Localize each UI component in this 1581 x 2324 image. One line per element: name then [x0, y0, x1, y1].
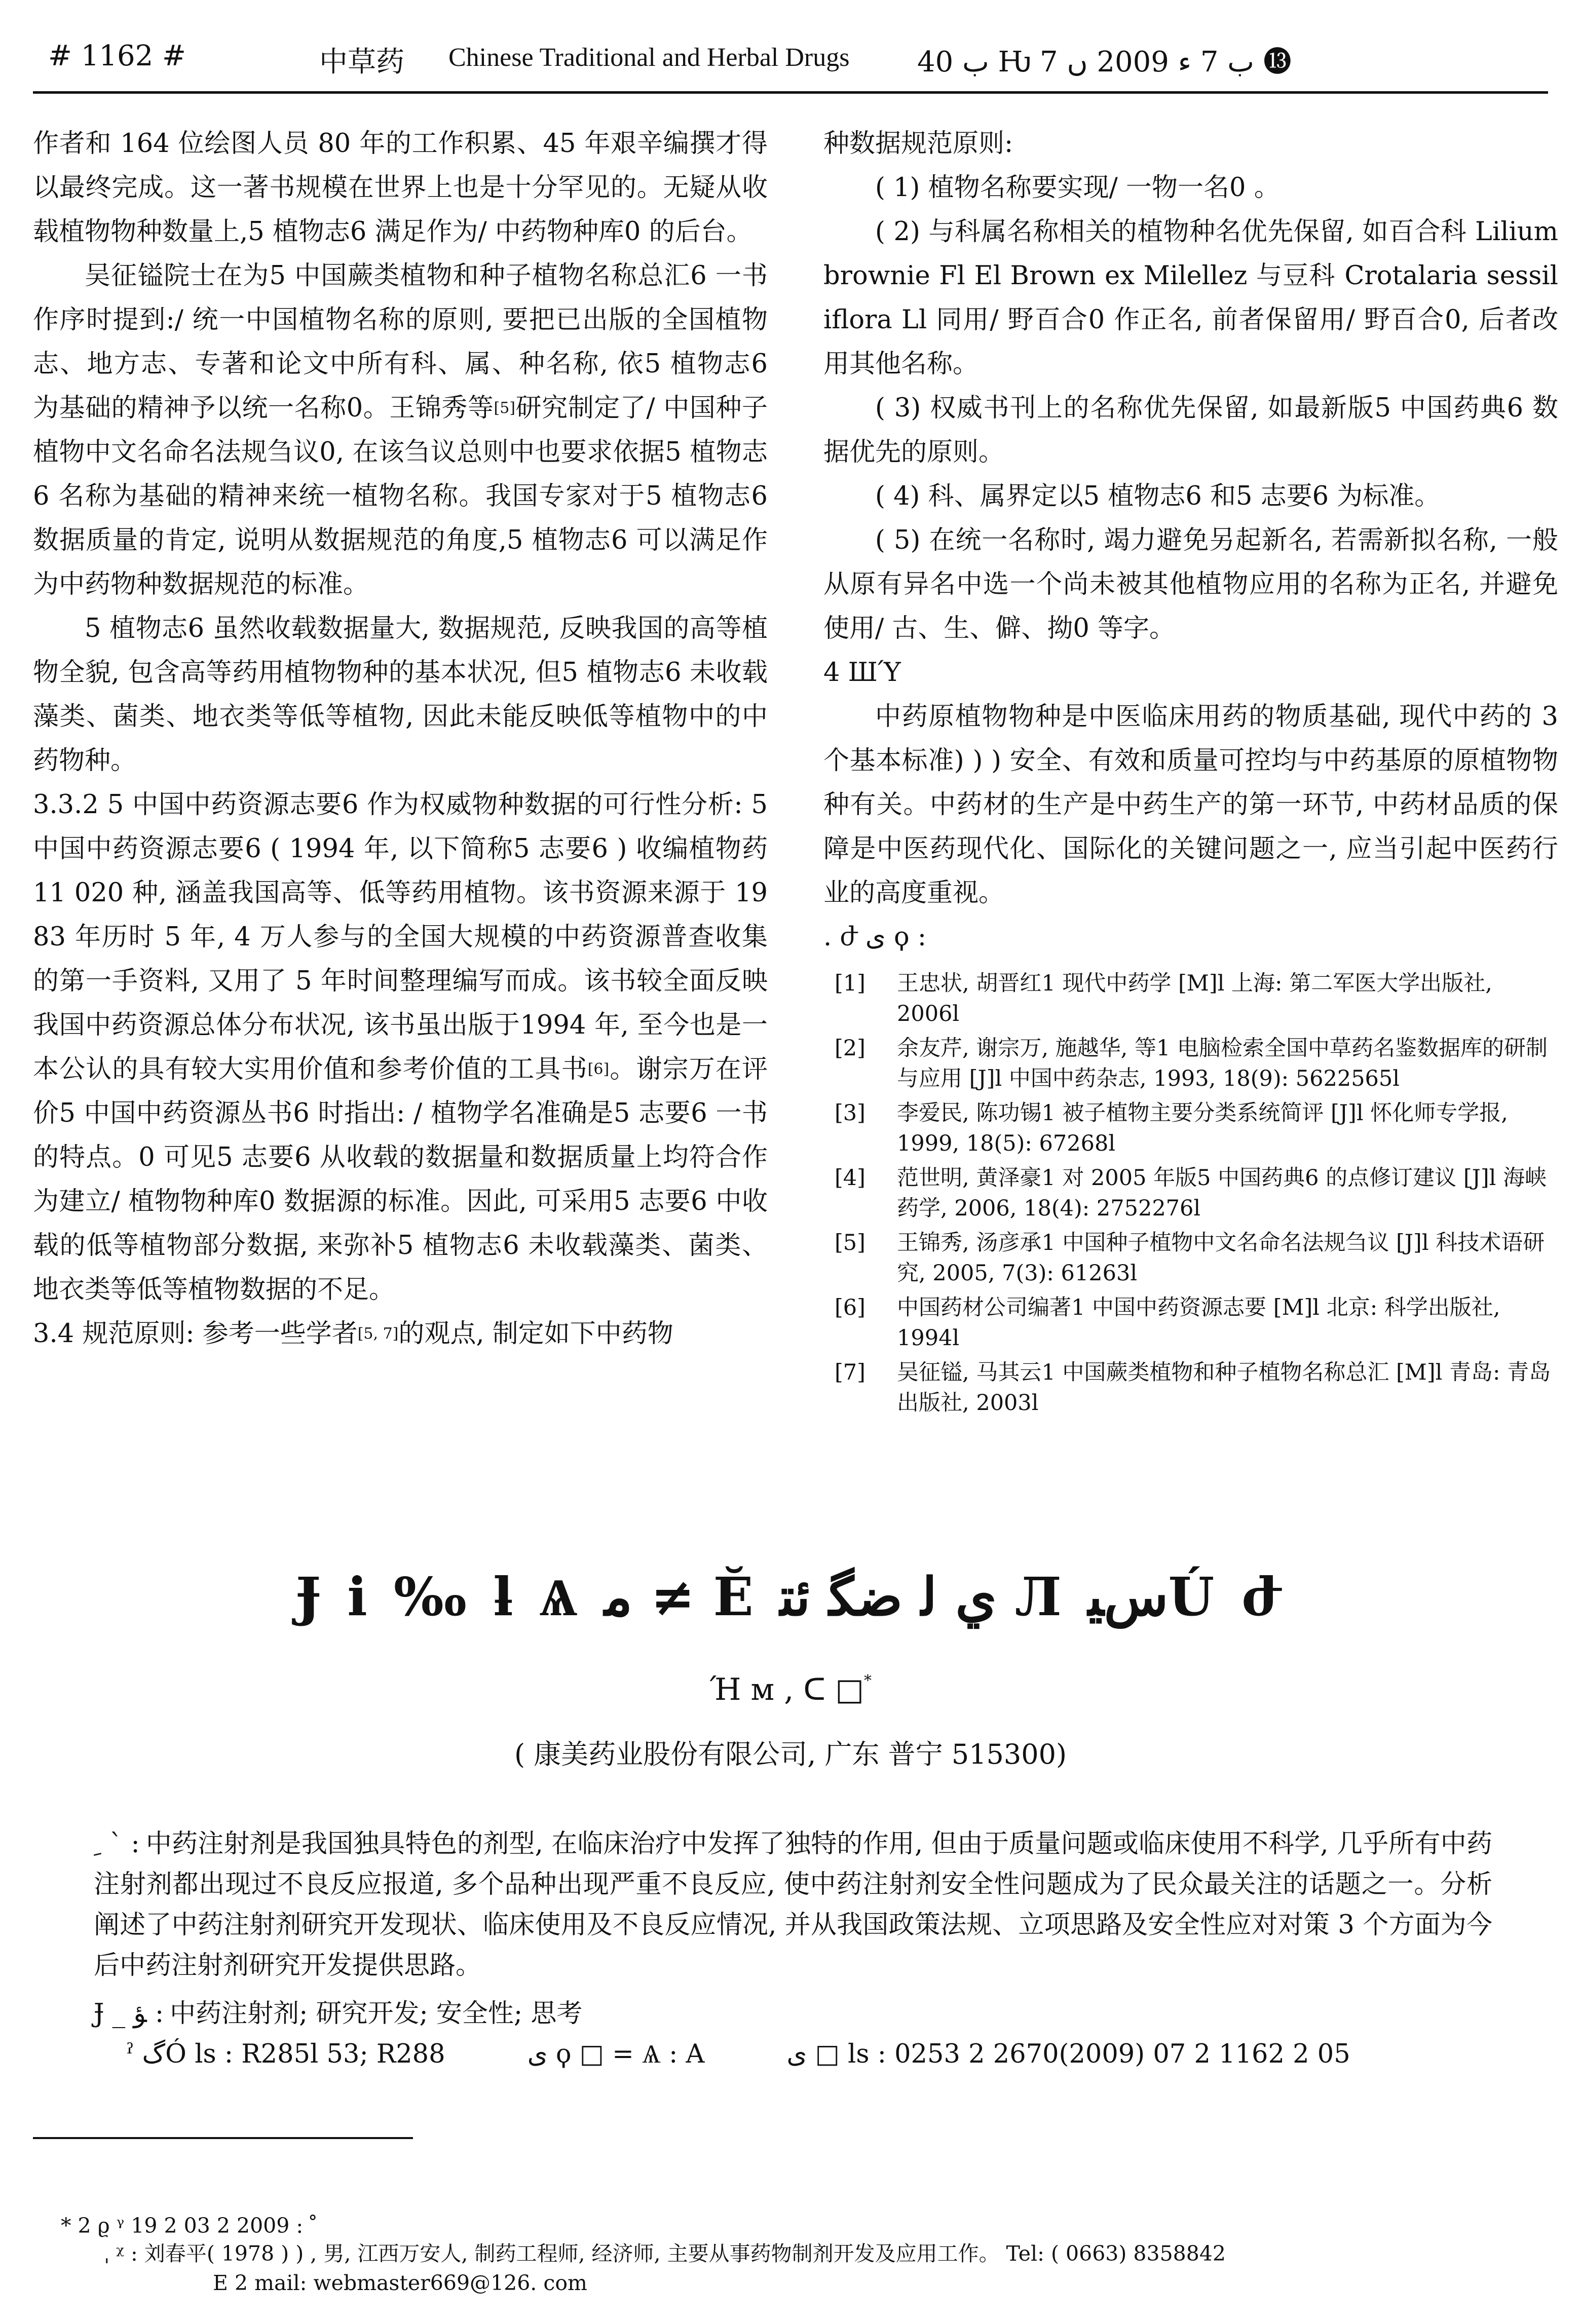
paragraph: 中药原植物物种是中医临床用药的物质基础, 现代中药的 3 个基本标准) ) ) 安全、有效和质量可控均与中药基原的原植物物种有关。中药材的生产是中药生产的第一环节, 中药材品质的保障是中医药现代化、国际化的关键问题之一, 应当引起中医药行业的高度重视。: [823, 702, 1558, 908]
paragraph: 5 植物志6 虽然收载数据量大, 数据规范, 反映我国的高等植物全貌, 包含高等药用植物物种的基本状况, 但5 植物志6 未收载藻类、菌类、地衣类等低等植物, 因此未能反映低等植物中的中药物种。: [33, 614, 768, 776]
reference-list: [823, 968, 1558, 1418]
paragraph: ( 1) 植物名称要实现/ 一物一名0 。: [875, 173, 1280, 203]
paragraph: 吴征镒院士在为5 中国蕨类植物和种子植物名称总汇6 一书作序时提到:/ 统一中国植物名称的原则, 要把已出版的全国植物志、地方志、专著和论文中所有科、属、种名称, 依5 植物志6 为基础的精神予以统一名称0。王锦秀等[5]研究制定了/ 中国种子植物中文名命名法规刍议0, 在该刍议总则中也要求依据5 植物志6 名称为基础的精神来统一植物名称。我国专家对于5 植物志6 数据质量的肯定, 说明从数据规范的角度,5 植物志6 可以满足作为中药物种数据规范的标准。: [33, 261, 768, 599]
classification-line: ˀ گÓ ls : R285l 53; R288 ى ϙ □ = Ѧ : A ى □ ls : 0253 2 2670(2009) 07 2 1162 2 05: [127, 2039, 1350, 2069]
paragraph: ( 2) 与科属名称相关的植物种名优先保留, 如百合科 Lilium brownie Fl El Brown ex Milellez 与豆科 Crotalaria sessiliflora Ll 同用/ 野百合0 作正名, 前者保留用/ 野百合0, 后者改用其他名称。: [823, 217, 1558, 379]
keywords-label: Ɉ _ ﺆ :: [94, 1999, 164, 2029]
journal-title-en: Chinese Traditional and Herbal Drugs: [448, 43, 850, 72]
keywords-text: 中药注射剂; 研究开发; 安全性; 思考: [170, 1999, 583, 2029]
author-line: Ή ᴍ , ᑕ □*: [709, 1672, 872, 1707]
reference-item: [5] 王锦秀, 汤彦承1 中国种子植物中文名命名法规刍议 [J]l 科技术语研究, 2005, 7(3): 61263l: [835, 1230, 1545, 1286]
issue-info: ب 40 Ƕ ب 7 ﺀ 2009 ں 7 ⓭: [917, 46, 1292, 79]
abstract: [94, 1824, 1492, 1986]
section-heading: 4 ШΎ: [823, 658, 901, 688]
keywords: [94, 1994, 1492, 2034]
page-number: # 1162 #: [48, 40, 186, 72]
received-date: * 2 ϱ ᵞ ﹾ : 2009 2 03 2 19: [61, 2214, 316, 2238]
author-mark: *: [863, 1672, 872, 1690]
paragraph: 3.4 规范原则: 参考一些学者[5, 7]的观点, 制定如下中药物: [33, 1319, 673, 1349]
reference-item: [2] 余友芹, 谢宗万, 施越华, 等1 电脑检索全国中草药名鉴数据库的研制与应用 [J]l 中国中药杂志, 1993, 18(9): 5622565l: [835, 1036, 1548, 1091]
paragraph: 种数据规范原则:: [823, 129, 1013, 159]
paragraph: 3.3.2 5 中国中药资源志要6 作为权威物种数据的可行性分析: 5 中国中药资源志要6 ( 1994 年, 以下简称5 志要6 ) 收编植物药 11 020 种, 涵盖我国高等、低等药用植物。该书资源来源于 1983 年历时 5 年, 4 万人参与的全国大规模的中药资源普查收集的第一手资料, 又用了 5 年时间整理编写而成。该书较全面反映我国中药资源总体分布状况, 该书虽出版于1994 年, 至今也是一本公认的具有较大实用价值和参考价值的工具书[6]。谢宗万在评价5 中国中药资源丛书6 时指出: / 植物学名准确是5 志要6 一书的特点。0 可见5 志要6 从收载的数据量和数据质量上均符合作为建立/ 植物物种库0 数据源的标准。因此, 可采用5 志要6 中收载的低等植物部分数据, 来弥补5 植物志6 未收载藻类、菌类、地衣类等低等植物数据的不足。: [33, 790, 768, 1305]
paragraph: ( 3) 权威书刊上的名称优先保留, 如最新版5 中国药典6 数据优先的原则。: [823, 393, 1558, 467]
author-email: E 2 mail: webmaster669@126. com: [213, 2271, 587, 2295]
reference-item: [7] 吴征镒, 马其云1 中国蕨类植物和种子植物名称总汇 [M]l 青岛: 青岛出版社, 2003l: [835, 1360, 1551, 1416]
running-header: [33, 40, 1548, 85]
reference-item: [1] 王忠状, 胡晋红1 现代中药学 [M]l 上海: 第二军医大学出版社, 2006l: [835, 971, 1492, 1026]
reference-item: [3] 李爱民, 陈功锡1 被子植物主要分类系统简评 [J]l 怀化师专学报, 1999, 18(5): 67268l: [835, 1100, 1508, 1156]
journal-title-cn: 中草药: [319, 46, 404, 79]
affiliation: ( 康美药业股份有限公司, 广东 普宁 515300): [514, 1738, 1067, 1770]
citation: [6]: [587, 1060, 610, 1078]
header-rule: [33, 91, 1548, 94]
footnote-rule: [33, 2137, 413, 2139]
author-bio: ˌ ᵡ : 刘春平( 1978 ) ) , 男, 江西万安人, 制药工程师, 经济师, 主要从事药物制剂开发及应用工作。 Tel: ( 0663) 8358842: [104, 2241, 1226, 2266]
left-column: [33, 122, 768, 1356]
citation: [5, 7]: [357, 1325, 399, 1343]
article-title: Ɉ ⅰ ‰ ƚ Ѧ ﻣ ≠ Ӗ ي ﻟ ﺿﮕ ﺋﺘ Л ﺱﯿÚ ժ: [295, 1566, 1286, 1628]
citation: [5]: [494, 399, 516, 417]
paragraph: 作者和 164 位绘图人员 80 年的工作积累、45 年艰辛编撰才得以最终完成。这一著书规模在世界上也是十分罕见的。无疑从收载植物物种数量上,5 植物志6 满足作为/ 中药物种库0 的后台。: [33, 129, 768, 247]
paragraph: ( 5) 在统一名称时, 竭力避免另起新名, 若需新拟名称, 一般从原有异名中选一个尚未被其他植物应用的名称为正名, 并避免使用/ 古、生、僻、拗0 等字。: [823, 525, 1558, 643]
reference-item: [6] 中国药材公司编著1 中国中药资源志要 [M]l 北京: 科学出版社, 1994l: [835, 1295, 1500, 1351]
paragraph: ( 4) 科、属界定以5 植物志6 和5 志要6 为标准。: [875, 481, 1441, 511]
abstract-text: 中药注射剂是我国独具特色的剂型, 在临床治疗中发挥了独特的作用, 但由于质量问题或临床使用不科学, 几乎所有中药注射剂都出现过不良反应报道, 多个品种出现严重不良反应, 使中药注射剂安全性问题成为了民众最关注的话题之一。分析阐述了中药注射剂研究开发现状、临床使用及不良反应情况, 并从我国政策法规、立项思路及安全性应对对策 3 个方面为今后中药注射剂研究开发提供思路。: [94, 1829, 1493, 1980]
abstract-label: ﹺ ˋ :: [94, 1829, 140, 1859]
right-column: [823, 122, 1558, 1422]
reference-item: [4] 范世明, 黄泽豪1 对 2005 年版5 中国药典6 的点修订建议 [J]l 海峡药学, 2006, 18(4): 2752276l: [835, 1165, 1547, 1221]
references-heading: . ժ ى ϙ :: [823, 922, 927, 952]
